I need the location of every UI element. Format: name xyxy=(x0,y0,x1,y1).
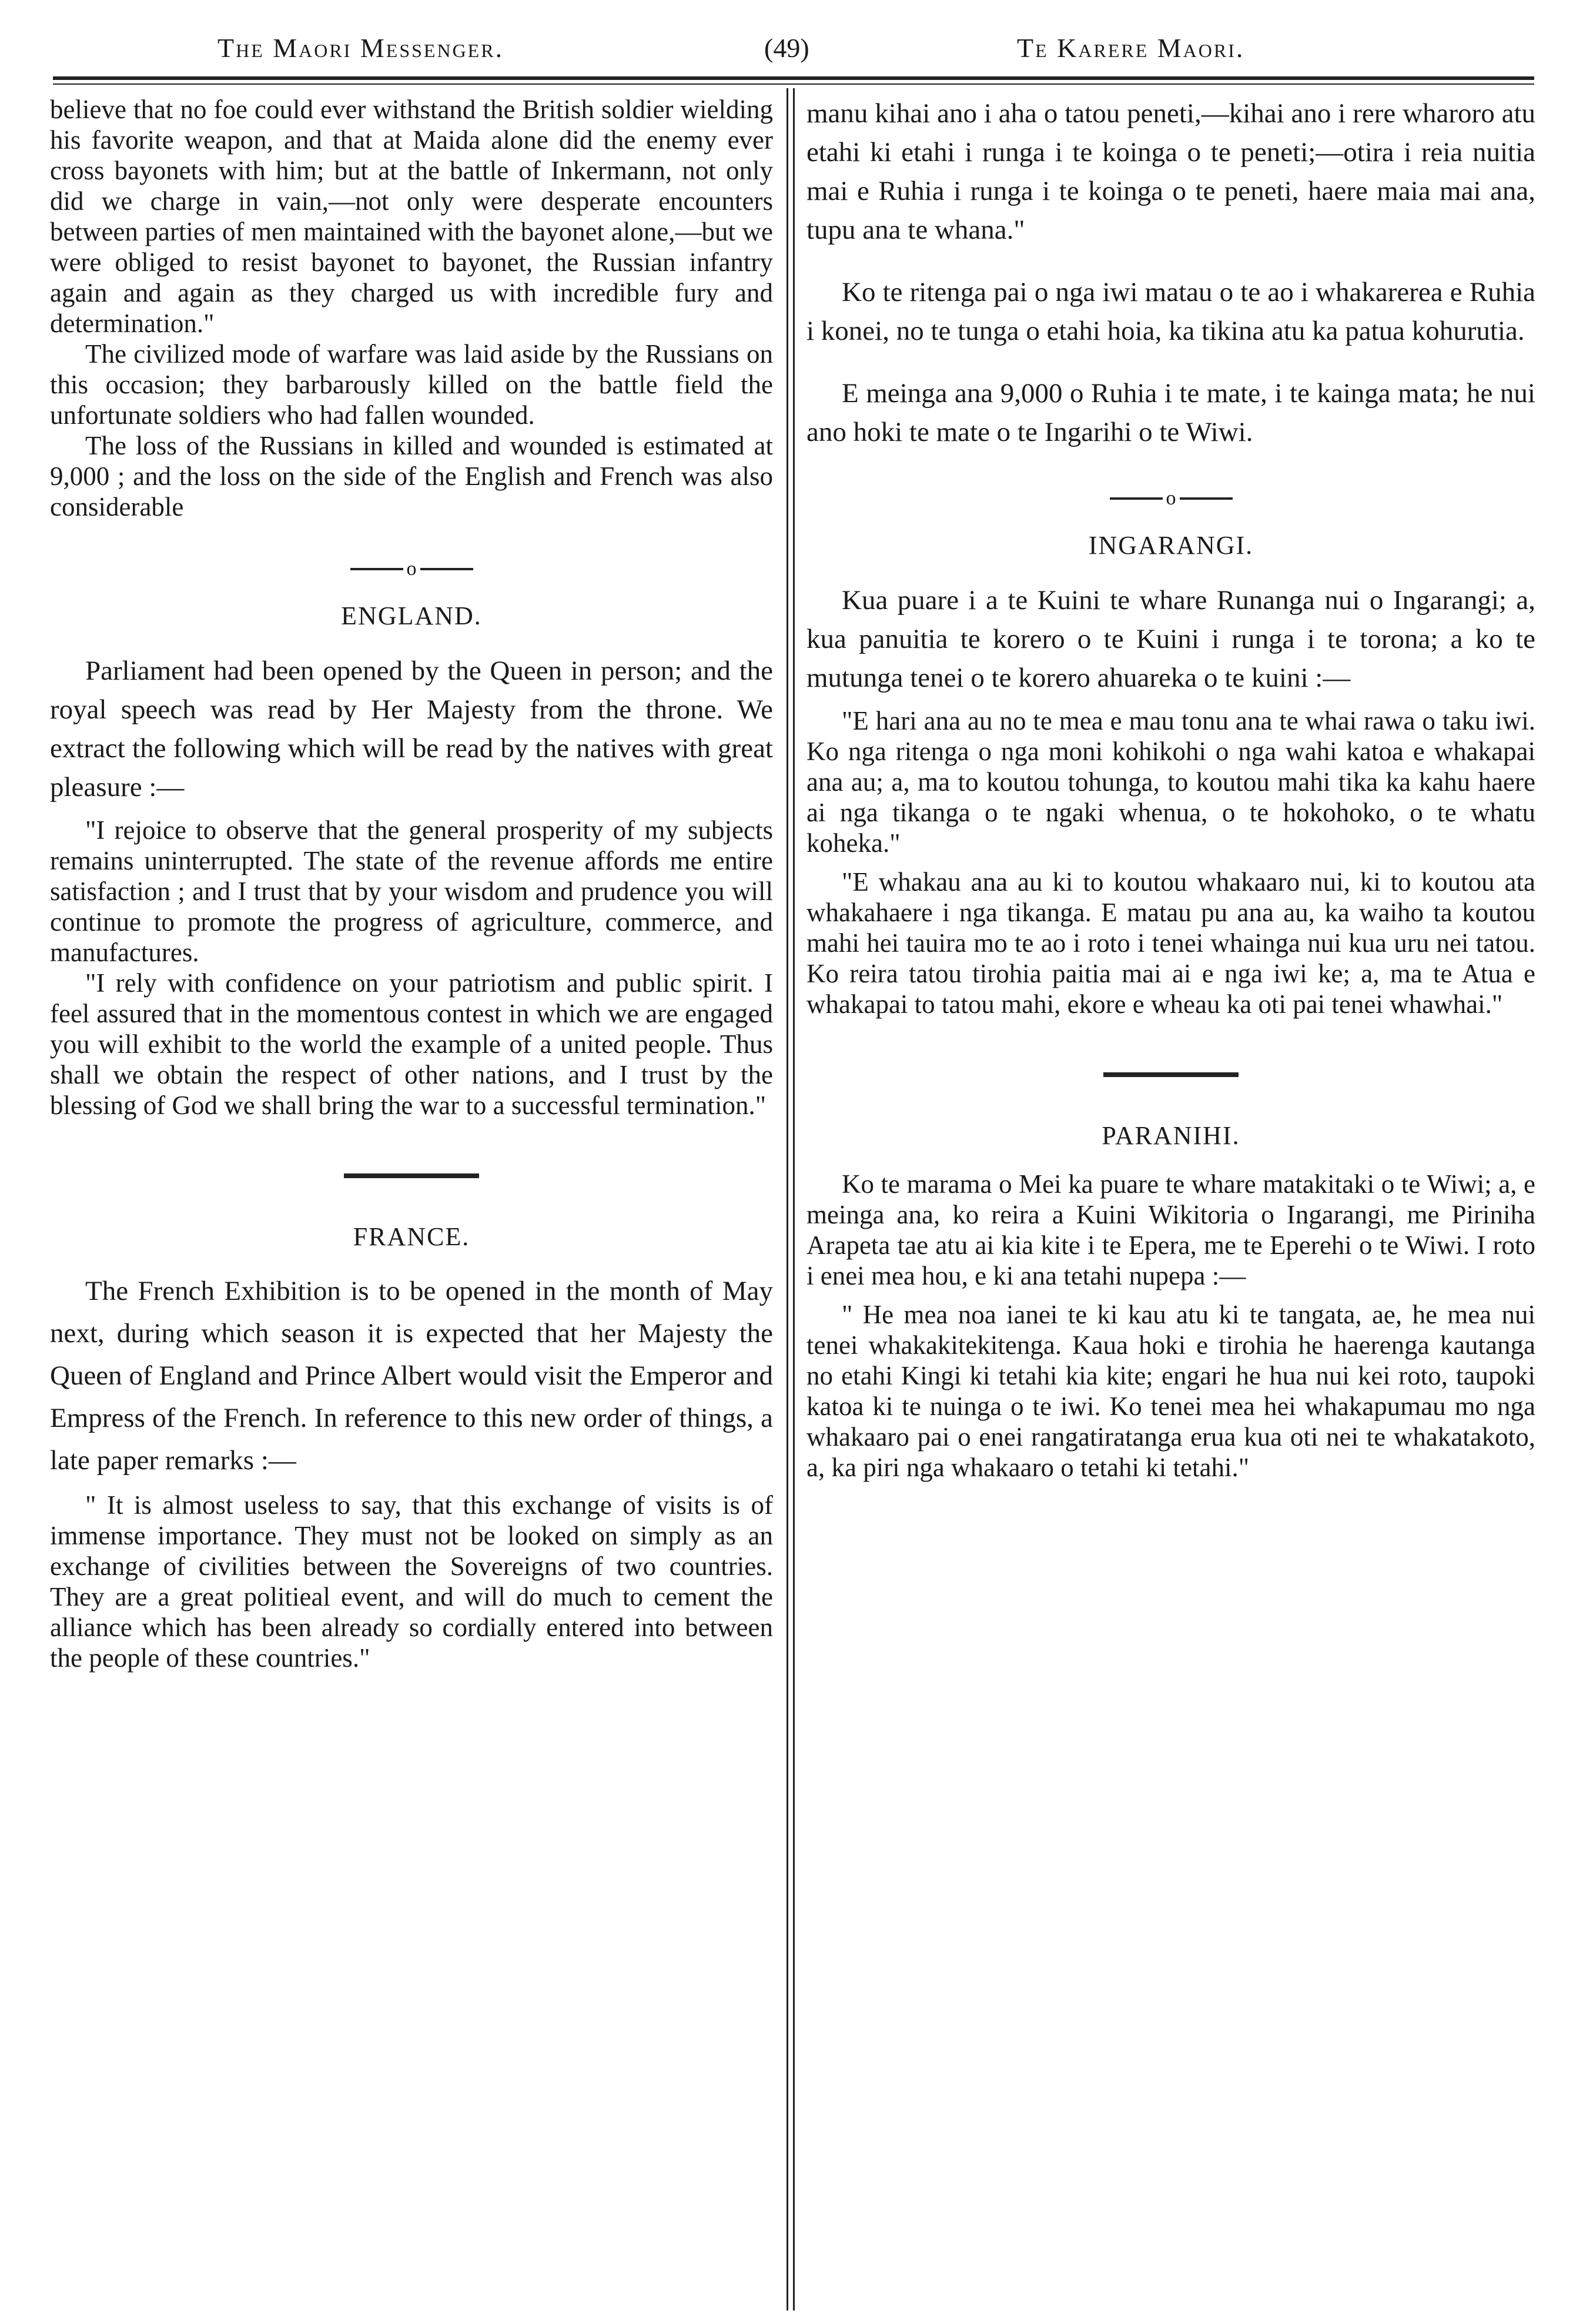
section-rule xyxy=(344,1173,479,1178)
intro-paragraph: The civilized mode of warfare was laid aside by the Russians on this occasion; they barbarously killed on the battle field the unfortunate soldiers who had fallen wounded. xyxy=(50,339,773,430)
quote-paragraph: " He mea noa ianei te ki kau atu ki te tangata, ae, he mea nui tenei whakakitekitenga. Kaua hoki e tirohia he haerenga kautanga no etahi Kingi ki tetahi kia kite; engari he hua nui kei roto, taupoki katoa ki te nuinga o te iwi. Ko tenei mea hei whakapumau mo nga whakaaro pai o enei rangatiratanga erua kua oti nei te whakatakoto, a, ka piri nga whakaaro o tetahi ki tetahi." xyxy=(806,1299,1535,1482)
section-separator: o xyxy=(806,484,1535,510)
quote-paragraph: "I rely with confidence on your patriotism and public spirit. I feel assured that in the momentous contest in which we are engaged you will exhibit to the world the example of a united people. Thus shall we obtain the respect of other nations, and I trust by the blessing of God we shall bring the war to a successful termination." xyxy=(50,968,773,1120)
article-paragraph: Kua puare i a te Kuini te whare Runanga nui o Ingarangi; a, kua panuitia te korero o te Kuini i runga i te torona; a ko te mutunga tenei o te korero ahuareka o te kuini :— xyxy=(806,584,1535,693)
article-paragraph: Parliament had been opened by the Queen in person; and the royal speech was read by Her Majesty from the throne. We extract the following which will be read by the natives with great pleasure :— xyxy=(50,655,773,802)
intro-paragraph: Ko te ritenga pai o nga iwi matau o te ao i whakarerea e Ruhia i konei, no te tunga o etahi hoia, ka tikina atu ka patua kohurutia. xyxy=(806,277,1535,346)
intro-paragraph: The loss of the Russians in killed and wounded is estimated at 9,000 ; and the loss on the side of the English and French was also considerable xyxy=(50,431,773,521)
section-heading: FRANCE. xyxy=(353,1222,470,1251)
section-heading: INGARANGI. xyxy=(1088,530,1254,560)
intro-paragraph: manu kihai ano i aha o tatou peneti,—kihai ano i rere wharoro atu etahi ki etahi i runga i te koinga o te peneti;—otira i reia nuitia mai e Ruhia i runga i te koinga o te peneti, haere maia mai ana, tupu ana te whana." xyxy=(806,98,1535,245)
masthead-maori: Te Karere Maori. xyxy=(1017,33,1245,63)
section-heading: PARANIHI. xyxy=(1102,1121,1240,1150)
page-number: (49) xyxy=(764,33,809,63)
english-column xyxy=(50,94,773,1673)
quote-paragraph: "E whakau ana au ki to koutou whakaaro nui, ki to koutou ata whakahaere i nga tikanga. E matau pu ana au, ka waiho ta koutou mahi hei tauira mo te ao i roto i tenei whainga nui kua uru nei tatou. Ko reira tatou tirohia paitia mai ai e nga iwi ke; a, ma te Atua e whakapai to tatou mahi, ekore e wheau ka oti pai tenei whawhai." xyxy=(806,867,1535,1019)
column-divider xyxy=(787,88,795,2310)
quote-paragraph: "E hari ana au no te mea e mau tonu ana te whai rawa o taku iwi. Ko nga ritenga o nga moni kohikohi o nga wahi katoa e whakapai ana au; a, ma to koutou tohunga, to koutou mahi tika ka kahu haere ai nga tikanga o te ngaki whenua, o te hokohoko, o te whatu koheka." xyxy=(806,705,1535,858)
maori-column xyxy=(806,94,1535,1483)
section-separator: o xyxy=(50,555,773,581)
quote-paragraph: "I rejoice to observe that the general prosperity of my subjects remains uninterrupted. The state of the revenue affords me entire satisfaction ; and I trust that by your wisdom and prudence you will continue to promote the progress of agriculture, commerce, and manufactures. xyxy=(50,815,773,967)
intro-paragraph: E meinga ana 9,000 o Ruhia i te mate, i te kainga mata; he nui ano hoki te mate o te Ingarihi o te Wiwi. xyxy=(806,378,1535,447)
page-header xyxy=(53,26,1534,73)
masthead-english: The Maori Messenger. xyxy=(217,33,504,63)
header-rule-thin xyxy=(53,83,1534,85)
header-rule-thick xyxy=(53,76,1534,80)
article-paragraph: The French Exhibition is to be opened in the month of May next, during which season it is expected that her Majesty the Queen of England and Prince Albert would visit the Emperor and Empress of the French. In reference to this new order of things, a late paper remarks :— xyxy=(50,1275,773,1476)
intro-paragraph: believe that no foe could ever withstand the British soldier wielding his favorite weapon, and that at Maida alone did the enemy ever cross bayonets with him; but at the battle of Inkermann, not only did we charge in vain,—not only were desperate encounters between parties of men maintained with the bayonet alone,—but we were obliged to resist bayonet to bayonet, the Russian infantry again and again as they charged us with incredible fury and determination." xyxy=(50,95,773,338)
quote-paragraph: " It is almost useless to say, that this exchange of visits is of immense importance. They must not be looked on simply as an exchange of civilities between the Sovereigns of two countries. They are a great politieal event, and will do much to cement the alliance which has been already so cordially entered into between the people of these countries." xyxy=(50,1490,773,1673)
article-paragraph: Ko te marama o Mei ka puare te whare matakitaki o te Wiwi; a, e meinga ana, ko reira a Kuini Wikitoria o Ingarangi, me Piriniha Arapeta tae atu ai kia kite i te Epera, me te Eperehi o te Wiwi. I roto i enei mea hou, e ki ana tetahi nupepa :— xyxy=(806,1169,1535,1290)
section-rule xyxy=(1103,1072,1239,1077)
section-heading: ENGLAND. xyxy=(341,601,482,630)
